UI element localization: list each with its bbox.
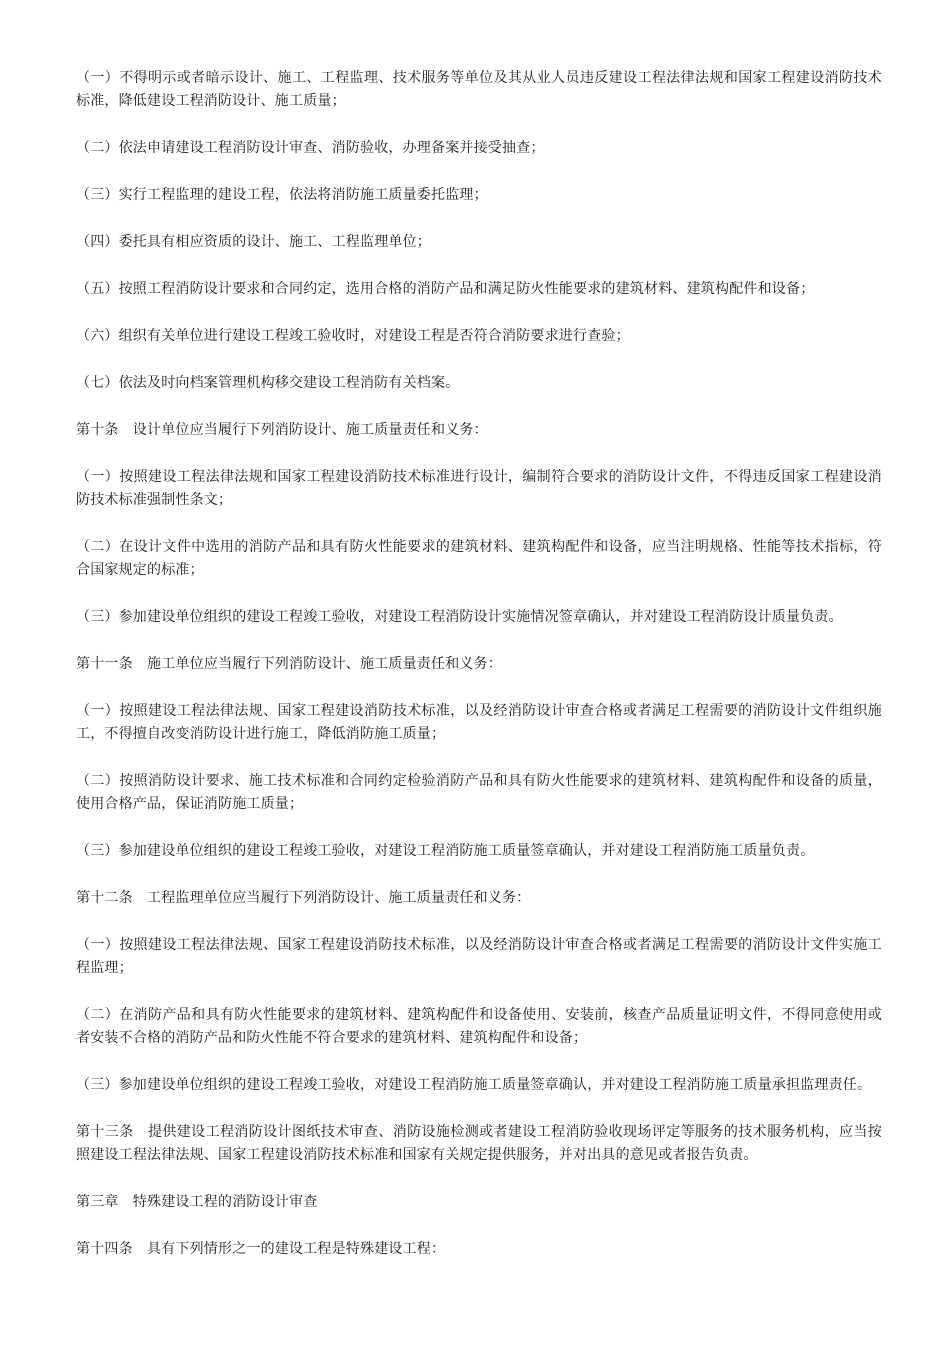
article-12-heading: 第十二条 工程监理单位应当履行下列消防设计、施工质量责任和义务： xyxy=(76,890,531,906)
article-10-heading: 第十条 设计单位应当履行下列消防设计、施工质量责任和义务： xyxy=(76,422,488,438)
paragraph-item-4: （四）委托具有相应资质的设计、施工、工程监理单位； xyxy=(76,234,431,250)
article-13: 第十三条 提供建设工程消防设计图纸技术审查、消防设施检测或者建设工程消防验收现场评定等服务的技术服务机构，应当按照建设工程法律法规、国家工程建设消防技术标准和国家有关规定提供服务，并对出具的意见或者报告负责。 xyxy=(76,1124,882,1163)
paragraph-item-1: （一）不得明示或者暗示设计、施工、工程监理、技术服务等单位及其从业人员违反建设工程法律法规和国家工程建设消防技术标准，降低建设工程消防设计、施工质量； xyxy=(76,70,882,109)
article-10-item-3: （三）参加建设单位组织的建设工程竣工验收，对建设工程消防设计实施情况签章确认，并对建设工程消防设计质量负责。 xyxy=(76,609,843,625)
article-12-item-3: （三）参加建设单位组织的建设工程竣工验收，对建设工程消防施工质量签章确认，并对建设工程消防施工质量承担监理责任。 xyxy=(76,1077,872,1093)
paragraph-item-2: （二）依法申请建设工程消防设计审查、消防验收，办理备案并接受抽查； xyxy=(76,140,545,156)
article-11-heading: 第十一条 施工单位应当履行下列消防设计、施工质量责任和义务： xyxy=(76,656,502,672)
article-12-item-2: （二）在消防产品和具有防火性能要求的建筑材料、建筑构配件和设备使用、安装前，核查产品质量证明文件，不得同意使用或者安装不合格的消防产品和防火性能不符合要求的建筑材料、建筑构配件和设备； xyxy=(76,1007,882,1046)
paragraph-item-3: （三）实行工程监理的建设工程，依法将消防施工质量委托监理； xyxy=(76,187,488,203)
article-12-item-1: （一）按照建设工程法律法规、国家工程建设消防技术标准，以及经消防设计审查合格或者满足工程需要的消防设计文件实施工程监理； xyxy=(76,937,882,976)
article-10-item-2: （二）在设计文件中选用的消防产品和具有防火性能要求的建筑材料、建筑构配件和设备，应当注明规格、性能等技术指标，符合国家规定的标准； xyxy=(76,539,882,578)
article-10-item-1: （一）按照建设工程法律法规和国家工程建设消防技术标准进行设计，编制符合要求的消防设计文件，不得违反国家工程建设消防技术标准强制性条文； xyxy=(76,469,882,508)
document-body xyxy=(76,67,882,1261)
article-11-item-2: （二）按照消防设计要求、施工技术标准和合同约定检验消防产品和具有防火性能要求的建筑材料、建筑构配件和设备的质量，使用合格产品，保证消防施工质量； xyxy=(76,773,882,812)
article-11-item-1: （一）按照建设工程法律法规、国家工程建设消防技术标准，以及经消防设计审查合格或者满足工程需要的消防设计文件组织施工，不得擅自改变消防设计进行施工，降低消防施工质量； xyxy=(76,703,882,742)
chapter-3-heading: 第三章 特殊建设工程的消防设计审查 xyxy=(76,1194,318,1210)
paragraph-item-5: （五）按照工程消防设计要求和合同约定，选用合格的消防产品和满足防火性能要求的建筑材料、建筑构配件和设备； xyxy=(76,281,815,297)
article-11-item-3: （三）参加建设单位组织的建设工程竣工验收，对建设工程消防施工质量签章确认，并对建设工程消防施工质量负责。 xyxy=(76,843,815,859)
paragraph-item-6: （六）组织有关单位进行建设工程竣工验收时，对建设工程是否符合消防要求进行查验； xyxy=(76,328,630,344)
article-14-heading: 第十四条 具有下列情形之一的建设工程是特殊建设工程： xyxy=(76,1241,446,1257)
paragraph-item-7: （七）依法及时向档案管理机构移交建设工程消防有关档案。 xyxy=(76,375,460,391)
